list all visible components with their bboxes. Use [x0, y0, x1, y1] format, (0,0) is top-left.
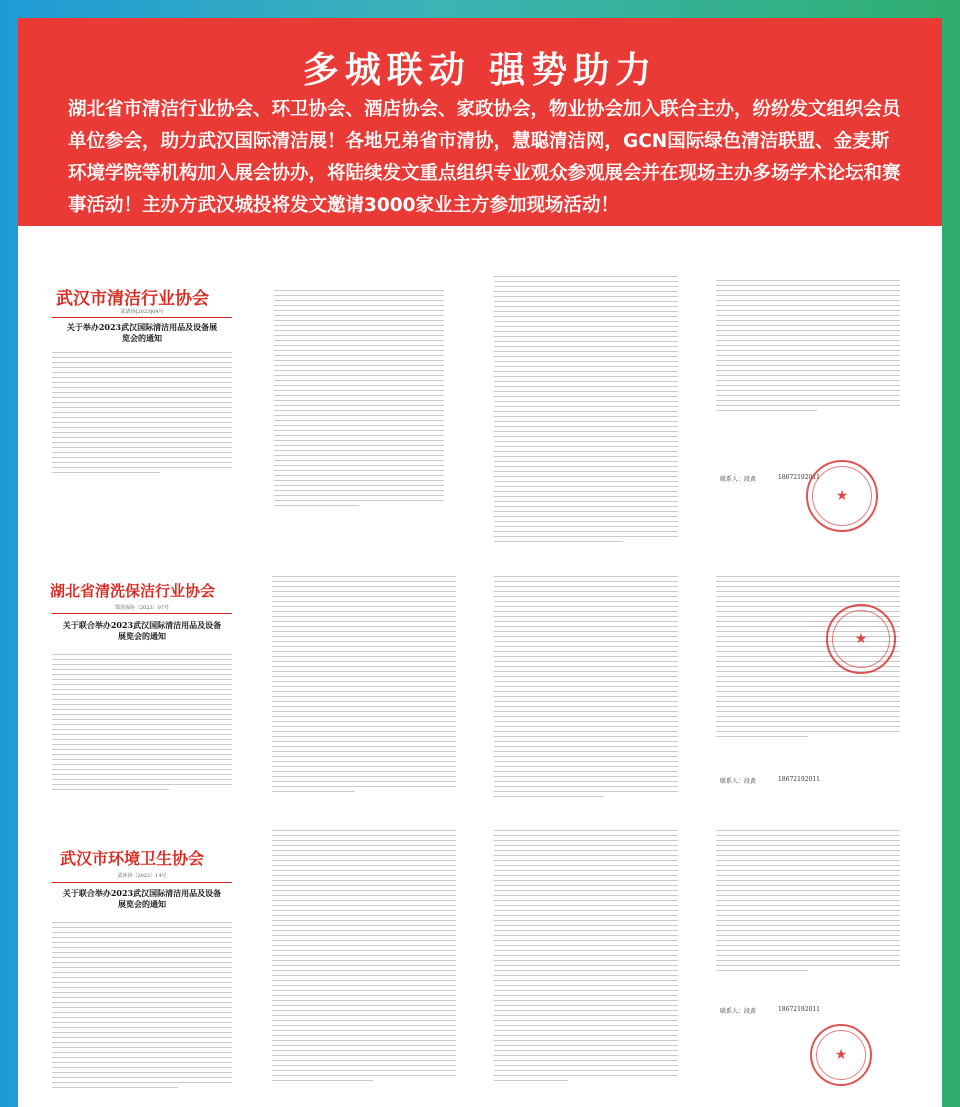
- document-page: [486, 262, 686, 552]
- official-seal-icon: ★: [806, 460, 878, 532]
- org-header: 湖北省清洗保洁行业协会: [50, 582, 216, 600]
- body-text: [716, 280, 900, 415]
- doc-number: 武环协〔2023〕14号: [117, 873, 167, 879]
- divider: [52, 317, 232, 318]
- document-page: [708, 570, 908, 810]
- banner: [18, 18, 942, 226]
- document-page: [486, 570, 686, 810]
- body-text: [272, 576, 456, 796]
- body-text: [52, 922, 232, 1092]
- document-page: [708, 826, 908, 1096]
- contact-phone: 18672192011: [778, 1006, 820, 1013]
- doc-title: 关于联合举办2023武汉国际清洁用品及设备展览会的通知: [62, 620, 222, 641]
- doc-number: 武清协[2023]04号: [120, 309, 164, 315]
- contact-name: 联系人：段黄: [720, 778, 757, 785]
- contact-name: 联系人：段黄: [720, 476, 757, 483]
- body-text: [494, 276, 678, 546]
- document-page: [42, 570, 242, 810]
- document-row-2: [42, 570, 930, 810]
- document-row-3: [42, 826, 930, 1096]
- body-text: [272, 830, 456, 1085]
- document-page: [42, 262, 242, 552]
- official-seal-icon: ★: [826, 604, 896, 674]
- org-header: 武汉市环境卫生协会: [60, 849, 205, 868]
- divider: [52, 882, 232, 883]
- contact-name: 联系人：段黄: [720, 1008, 757, 1015]
- document-page: [264, 570, 464, 810]
- contact-phone: 18672192011: [778, 474, 820, 481]
- banner-title: 多城联动 强势助力: [302, 50, 658, 91]
- contact-phone: 18672192011: [778, 776, 820, 783]
- body-text: [494, 830, 678, 1085]
- document-row-1: [42, 262, 930, 552]
- document-page: [264, 262, 464, 552]
- doc-title: 关于举办2023武汉国际清洁用品及设备展览会的通知: [66, 322, 218, 343]
- document-page: [42, 826, 242, 1096]
- document-page: [708, 262, 908, 552]
- doc-title: 关于联合举办2023武汉国际清洁用品及设备展览会的通知: [62, 888, 222, 909]
- official-seal-icon: ★: [810, 1024, 872, 1086]
- doc-number: 鄂洗保协〔2023〕07号: [114, 605, 170, 611]
- body-text: [494, 576, 678, 801]
- divider: [52, 613, 232, 614]
- body-text: [52, 352, 232, 477]
- org-header: 武汉市清洁行业协会: [56, 289, 209, 309]
- document-page: [486, 826, 686, 1096]
- body-text: [274, 290, 444, 510]
- banner-body: 湖北省市清洁行业协会、环卫协会、酒店协会、家政协会，物业协会加入联合主办，纷纷发文组织会员单位参会，助力武汉国际清洁展！各地兄弟省市清协，慧聪清洁网，GCN国际绿色清洁联盟、金麦斯环境学院等机构加入展会协办，将陆续发文重点组织专业观众参观展会并在现场主办多场学术论坛和赛事活动！主办方武汉城投将发文邀请3000家业主方参加现场活动！: [68, 99, 901, 216]
- body-text: [52, 654, 232, 794]
- body-text: [716, 830, 900, 975]
- document-page: [264, 826, 464, 1096]
